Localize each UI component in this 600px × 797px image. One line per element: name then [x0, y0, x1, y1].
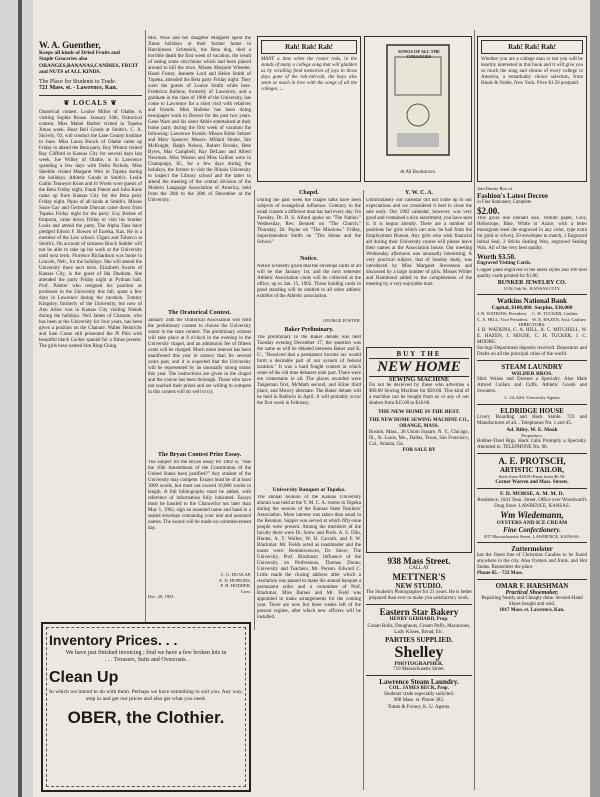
inventory-text: We have just finished invoicing ; find we have a few broken lots in: [65, 650, 227, 656]
committee-member: C. G. DUNLAP,: [220, 572, 251, 578]
inventory-items: . . . Trousers, Suits and Overcoats.: [104, 657, 188, 663]
new-home-sale: FOR SALE BY: [402, 448, 436, 454]
ober-name: OBER, the Clothier.: [67, 708, 225, 728]
inventory-title: Inventory Prices. . .: [49, 632, 178, 648]
scan-left-margin: [0, 0, 33, 797]
bunker-title: Fashion's Latest Decree: [477, 192, 549, 201]
baker-text: The preliminary to the Baker debate was held Tuesday evening December 17, the question was the same as will be debated between Baker and K. U., "Resolved that a permanent income tax would form a desirable part of our system of federal taxation." It was a hard fought contest in which some of the old time debaters took part. There were ten contestants in all. The places awarded were Tangeman first, McMath second, and Kline third place, and Mowry alternate. The Baker debate will be held in Baldwin in April. It will probably occur the first week in February.: [257, 334, 361, 406]
laundry2-tag: L. GLASS. University Agents: [504, 395, 560, 401]
bunker-worth: Worth $3.50.: [477, 253, 516, 262]
bunker-line: Join Dainty Box of: [477, 186, 513, 191]
baker-title: Baker Preliminary.: [284, 326, 334, 333]
watkins-capital: Capital, $100,000. Surplus, $30,000: [491, 305, 573, 312]
zutter-phone: Phone 85. - 723 Mass.: [477, 571, 524, 577]
newspaper-sheet: [33, 0, 590, 797]
oratorical-text: January 24th the Oratorical Association will hold the preliminary contest to choose the University orator in the state contest. The preliminary contest will take place at 8 o'clock in the evening in the University chapel, and an admission fee of fifteen cents will be charged. Much more interest has been manifested this year in oratory than for several years past, and it is expected that the University will be represented by an unusually strong orator this year. The instructions are given in the chapel and the course has been thorough. Those who have not reached their prizes and are willing to compete in this contest will do well to try.: [148, 318, 251, 396]
rah-right-title: Rah! Rah! Rah!: [481, 40, 583, 54]
songbook-ad: [364, 36, 472, 182]
zutter-text: has the finest line of Christmas Candies to be found anywhere in the city. Also Oysters and fruits. and Hot Sodas. Remember the place: [477, 553, 587, 571]
new-home-ad: [366, 347, 472, 553]
chapel-title: Chapel.: [299, 190, 319, 196]
laundry2-name: STEAM LAUNDRY: [501, 363, 563, 372]
wiedemann-sub: OYSTERS AND ICE CREAM: [496, 519, 568, 526]
cleanup-text: In which we intend to do with them. Perhaps we have something to suit you. Any way, stop in and get our prices and also get what you need.: [49, 689, 243, 702]
laundry-owner: COL. JAMES BECK, Prop.: [389, 686, 449, 692]
watkins-officer: W. E. HAZEN, Asst. Cashier.: [532, 316, 587, 322]
new-home-text: Do not be deceived by those who advertise a $60.00 Sewing Machine for $20.00. This kind of a machine can be bought from us or any of our dealers from $15.00 to $18.00.: [369, 383, 469, 407]
rah-rah-ad-left: [257, 36, 361, 182]
harshman-name: OMAR F. HARSHMAN: [495, 582, 569, 591]
banquet-text: The annual reunion of the Kansas University alumni was held at the Y. M. C. A. rooms in Topeka during the session of the Kansas State Teachers' Association. More interest was taken than usual in the Reunion. Supper was served at which fifty-nine people were present. Among the members of the faculty there were Dr. Snow and Profs. A. S. Olin, Hunter, A. T. Walker, W. H. Carruth, and F. W. Blackmar. Mr. Fields acted as toastmaster and the toasts were: Reminiscences, Dr. Snow; The University, Prof. Blackmar; Influence of the University on Professions, Thomas Doran; University and Teachers, Mr. Person. Edward C. Little made the closing address after which a resolution was passed to make the annual banquet a permanent order and a committee of Prof. Blackmar, Miss Barnes and Mr. Field was appointed to make arrangements for the coming year. There are now but three weeks left of the present regime, after which new officers will be installed.: [257, 495, 361, 621]
guenther-line: Keeps all kinds of Dried Fruits and: [39, 50, 120, 56]
column-3: [257, 188, 361, 797]
committee: [148, 572, 251, 594]
rah-right-text: Whether you are a college man or not you will be heartily interested in this book and it will give you so much the song and chorus of every college in America, a remarkably choice selection, from Hinds & Noble, New York. Price $1.50 postpaid.: [481, 57, 583, 86]
committee-member: E. N. HOPKINS,: [219, 577, 251, 583]
laundry-address: 908 Mass. st. Phone 383.: [393, 698, 445, 704]
laundry-text: Students' trade especially solicited.: [383, 692, 455, 698]
protsch-text: Suits from $18.00 Pants from $6.50.: [498, 474, 566, 480]
protsch-name: A. E. PROTSCH,: [498, 456, 566, 467]
locals-heading: ❦ LOCALS ❦: [63, 98, 118, 107]
mettner-studio: NEW STUDIO.: [395, 582, 443, 591]
fine-confectionery: Fine Confectionery.: [503, 525, 561, 534]
rah-rah-ad-right: [477, 36, 587, 182]
bryan-date: Dec. 20, 1901.: [148, 594, 175, 600]
harshman-address: 1017 Mass. st. Lawrence, Kan.: [499, 608, 565, 614]
cleanup-title: Clean Up: [49, 669, 119, 686]
watkins-text: Savings Department deposits received. Depositors and Drafts on all the principal cities of the world.: [477, 346, 587, 358]
watkins-officer: J. B. WATKINS, President.: [477, 311, 528, 317]
column-1: [39, 0, 142, 620]
chapel-text: During the past week the chapel talks have been subjects of evangelical influence. Contrary to the usual custom a different man has had every day. On Tuesday, Dr. D. S. Alford spoke on "The Nation." Wednesday, Rev. Bennett on "The Church." Thursday, Dr. Payne on "The Missions." Friday, Superintendent Smith on "The Home and the School.": [257, 198, 361, 246]
bunker-sub: in Fine Stationery Complete: [477, 200, 532, 206]
watkins-officers: [477, 311, 587, 322]
locals-title: LOCALS: [73, 98, 108, 107]
notice-signature: GEORGE FOSTER.: [322, 318, 361, 324]
morse-name: F. D. MORSE, A. M. M. D.: [500, 491, 564, 498]
shelley-name: Shelley: [394, 643, 444, 661]
guenther-line: and NUTS of ALL KINDS.: [39, 68, 101, 75]
laundry2-owner: WILDER BROS.: [511, 371, 553, 378]
column-2: [148, 0, 251, 620]
laundry-agents: Totten & Forney, K. U. Agents.: [387, 704, 451, 710]
notice-title: Notice.: [300, 256, 318, 263]
watkins-name: Watkins National Bank: [496, 297, 568, 306]
bunker-address: 1116 Oak St., KANSAS CITY.: [503, 285, 561, 291]
watkins-officer: C. A. HILL, Vice President.: [477, 316, 529, 322]
laundry2-text: Shirt Waists and Dresses a Specialty. Also Male Attired Collars and Cuffs. Athletic Goods and Sweaters.: [477, 377, 587, 395]
column-rule: [474, 30, 475, 790]
oratorical-title: The Oratorical Contest.: [167, 309, 232, 316]
column-rule: [363, 190, 364, 790]
mettner-name: METTNER'S: [392, 572, 446, 583]
ober-clothier-ad: [41, 622, 251, 792]
bakery-parties: PARTIES SUPPLIED.: [385, 635, 453, 644]
column-5: [477, 186, 587, 797]
banquet-title: University Banquet at Topeka.: [272, 486, 346, 493]
songbook-caption: At All Bookstores.: [400, 170, 436, 175]
zutter-name: Zuttermeister: [511, 545, 553, 554]
mettner-text: The Student's Photographer for 21 years. He is better prepared than ever to make you satisfactory work.: [366, 590, 472, 602]
bakery-name: Eastern Star Bakery: [379, 607, 459, 618]
bunker-cards-title: Engraved Visiting Cards.: [477, 261, 532, 267]
new-home-buy: BUY THE: [396, 350, 442, 359]
bunker-text: This gives one Donald size, Vellum paper, Grey, Heliotrope, Blue, White or Azure, with a letter monogram steel die engraved in any color, type extra for gold or silver), 50 envelopes to match, 1 Engraved Initial Seal, 2 Sticks Sealing Wax, engraved Sealing Wax. All of the very best quality.: [477, 216, 587, 252]
bakery-owner: HENRY GERHARD, Prop.: [389, 617, 449, 623]
guenther-name: W. A. Guenther,: [39, 40, 101, 50]
new-home-sewing: SEWING MACHINE: [388, 376, 450, 384]
eldridge-note: Rubber-Tired Rigs. Hack Calls Promptly a Specialty. Attended to. TELEPHONE No. 98.: [477, 439, 587, 451]
bryan-title: The Bryan Contest Prize Essay.: [157, 451, 242, 459]
bunker-price: $2.00.: [477, 206, 500, 217]
scan-right-edge: [590, 0, 600, 797]
laundry-name: Lawrence Steam Laundry.: [379, 678, 459, 687]
bunker-cards-text: Copper plate engraved in the latest styles and 100 best quality cards printed for $1.00.: [477, 267, 587, 279]
ywca-text: Unfortunately our calendar did not come up to our expectations and we considered it best to close the sale early. Our 1902 calendar, however, was very good and contained a nice assortment, you have seen it. It is begun already. There are a number of positions for girls which can now be had from the Employment Bureau. Any girls who wish financial aid during their University course will please leave their names at the Association house. Our meeting Wednesday afternoon was unusually interesting. A very practical subject, that of Sunday study, was introduced by Miss Margaret Stevenson and discussed by a large number of girls. Misses Wilder and Hammond added to the completeness of the meeting by a very enjoyable duet.: [366, 198, 472, 288]
locals-text: Oratorical contest. Louise Miller of Olathe, is visiting Sophie Rouse. January 24th, Oratorical contest. Miss Mabel Barber visited in Topeka Xmas week. Hoar Bell Goods at Smith's. C. A. Shively, '03, will conduct the Lane County Institute in June. Miss Laura Houck of Olathe came up Friday to attend the Beta party. Roy Winton visited Ray Clifford in Kansas City for several days last week. Joe Willey of Olathe, is in Lawrence spending a few days with Delta Nichols. Miss Sheddie visited Margaret Weir in Topeka during the holidays. Athletic Goods at Smith's. Leslie Gatlin Tenneyer Keart and Jo Wrem were guests of the Beta Friday night. Frank Patent and John Kane came up from Kansas City for the Beta party Friday night. Pipes of all kinds at Smith's. Misses Susie Gay and Gertrude Duncan came down from Topeka Friday night for the party. Guy Bisbee of Emporia, came down Friday to visit his brother Louis and attend the party. The Alpha Taus have pledged Edwin F. Bowen of Eureka, Kas. He is a member of the Law school. Cigars and Tobacco at Smith's. On account of sickness Brock Stalder will not be able to take up his work at the University until next term. Florence Richardson was home in Lincoln, Neb., for the holidays. She will attend the University there next term. Elizabeth Swarts of Kansas City, is the guest of Ida Dunham. She attended the party Friday night at Pythian hall. Prof. Palmer who resigned his position as professor in the University this fall, spent a few days in Lawrence during the vacation. Tommy Kingsley, formerly of the University, but now of Ann Arbor was in Kansas City visiting friends during the holidays. Neil James of Chanute, who has been at the University for four years, has been given a position on the Chanute. Walter Heinrichs and Sam Crane still presented the Pi Phis with beautiful black Cocker spaniel for a Xmas present. The girls have named him Ring-Ching.: [39, 109, 142, 349]
bakery-text: Cream Rolls, Doughnuts, Cream Puffs, Macaroons, Lady Kisses, Bread, Etc.: [367, 623, 471, 635]
guenther-address: 721 Mass. st. - Lawrence, Kan.: [39, 85, 118, 92]
rah-left-title: Rah! Rah! Rah!: [261, 40, 357, 54]
column-rule: [254, 190, 255, 630]
guenther-ad: [39, 50, 142, 75]
rah-left-text: MANY a time when the rooter rods, in the stands of many a college song that will gladden us by recalling fond memories of joys in those days gone of the rah-rah-rah, the boys who seem so much in love with the songs of all the colleges, ...: [261, 57, 357, 92]
mettner-call: CALL AT: [409, 566, 429, 572]
watkins-directors: J. B. WATKINS, C. A. HILL, A. C. MITCHELL, W. E. HAZEN, J. HOUSE, C. H. TUCKER, J. C. MOORE.: [477, 328, 587, 346]
songbook-cover-title: SONGS OF ALL THE COLLEGES: [398, 49, 440, 59]
eldridge-props: Proprietors.: [521, 432, 543, 438]
watkins-directors-title: DIRECTORS:: [518, 322, 546, 328]
watkins-officer: C. H. TUCKER, Cashier.: [532, 311, 579, 317]
new-home-offices: Boston, Mass., 28 Union Square, N. Y., Chicago, Ill., St. Louis, Mo., Dallas, Texas, San Francisco, Cal., Atlanta, Ga.: [369, 430, 469, 448]
protsch-role: ARTISTIC TAILOR,: [499, 466, 565, 475]
eldridge-owners: Ad. Riley. W. E. Moak: [506, 426, 558, 433]
wiedemann-name: Wm Wiedemann,: [500, 509, 564, 520]
eldridge-text: Livery Boarding and Hack Stable. 723 and Manufactures of all... Telephones No. 1 and 45.: [477, 414, 587, 426]
binding-edge: [18, 0, 22, 797]
notice-text: Notice is hereby given that the envelope cards of all will be due January 1st, and the next semester Athletic Association cards will be collected at the office, up to Jan. 15, 1902. Those holding cards in good standing will be entitled to all other athletic exhibits of the Athletic association.: [257, 264, 361, 300]
new-home-company: THE NEW HOME SEWING MACHINE CO., ORANGE, MASS.: [369, 417, 469, 429]
protsch-address: Corner Warren and Mass. Streets.: [495, 480, 569, 486]
harshman-text: Repairing Neatly and Cheaply done. Second-Hand Shoes bought and sold.: [481, 596, 583, 608]
committee-label: Com.: [240, 588, 251, 594]
committee-member: F. H. HODDER,: [220, 583, 251, 589]
fine-address: 837 Massachusetts Street, LAWRENCE, KANSAS.: [484, 533, 580, 539]
ywca-title: Y. W. C. A.: [405, 190, 433, 196]
column-4: [366, 188, 472, 797]
morse-text: Residence, 1041 Tenn. Street. Office over Woodward's Drug Store. LAWRENCE, KANSAS.: [477, 497, 587, 509]
bryan-text: The subject for the Bryan essay for 1902 is, "Has the 16th Amendment of the Constitution of the United States been justified?" Any student of the University may compete. Essays must be of at least 3000 words, but must not exceed 10,000 words in length. A full bibliography must be added, with reference of information fully indicated. Essays must be handed to the Chancellor not later than May 1, 1902, sign an assumed name and hand in a sealed envelope containing your real and assumed names. The award will be made on commencement day.: [148, 460, 251, 532]
new-home-logo: NEW HOME: [369, 358, 469, 377]
col2-top-text: Mrs. Wise and her daughter Margaret spent the Xmas holidays at their former home in Hutchinson. Schmeick, the Beta dog, died a horrible death the first week of vacation, the result of eating some strychnine which had been placed around to kill the mice. Misses Marjorie Wheeler, Hazel Foster, Jeanette Lord and Helen Smith of Topeka, attended the Beta party Friday night. They were the guests of Louise Smith while here. Frederica Bullene, formerly of Lawrence, and a graduate in the class of 1900 of the University, has come to Lawrence for a short visit with relatives and friends. Miss Bullene has been doing newspaper work in Denver for the past two years. Gene Ware and his sister Abbie entertained at their home party during the first week of vacation the following: Lawrence friends: Misses Kittie Seltzer and Mary Spencer; Messrs. Millard Shuler, Jim McKnight, Ralph Nelson, Robert Brooks, Rete Byres, Mac Campbell, Ray DeLano and Albert Newman. Miss Watson and Miss Gallien were in Champaign, Ill., for a few days during the holidays, the former to visit the Illinois University to inspect the Library school and the latter to attend the meeting of the central division of the Modern Language Association of America, held from the 26th to the 28th of December at the University.: [148, 36, 251, 203]
street-address: 938 Mass Street.: [387, 556, 451, 567]
new-home-best: THE NEW HOME IS THE BEST.: [377, 409, 461, 416]
eldridge-title: ELDRIDGE HOUSE: [500, 406, 564, 415]
shelley-address: 719 Massachusetts Street.: [393, 666, 445, 672]
harshman-role: Practical Shoemaker.: [505, 590, 559, 597]
shelley-role: PHOTOGRAPHER.: [394, 660, 444, 667]
bunker-company: BUNKER JEWELRY CO.: [497, 279, 567, 286]
guenther-place: The Place for Students to Trade.: [39, 79, 117, 86]
guenther-line: ORANGES,BANANAS,CANDIES, FRUIT: [39, 62, 139, 69]
guenther-line: Staple Groceries also: [39, 56, 88, 63]
